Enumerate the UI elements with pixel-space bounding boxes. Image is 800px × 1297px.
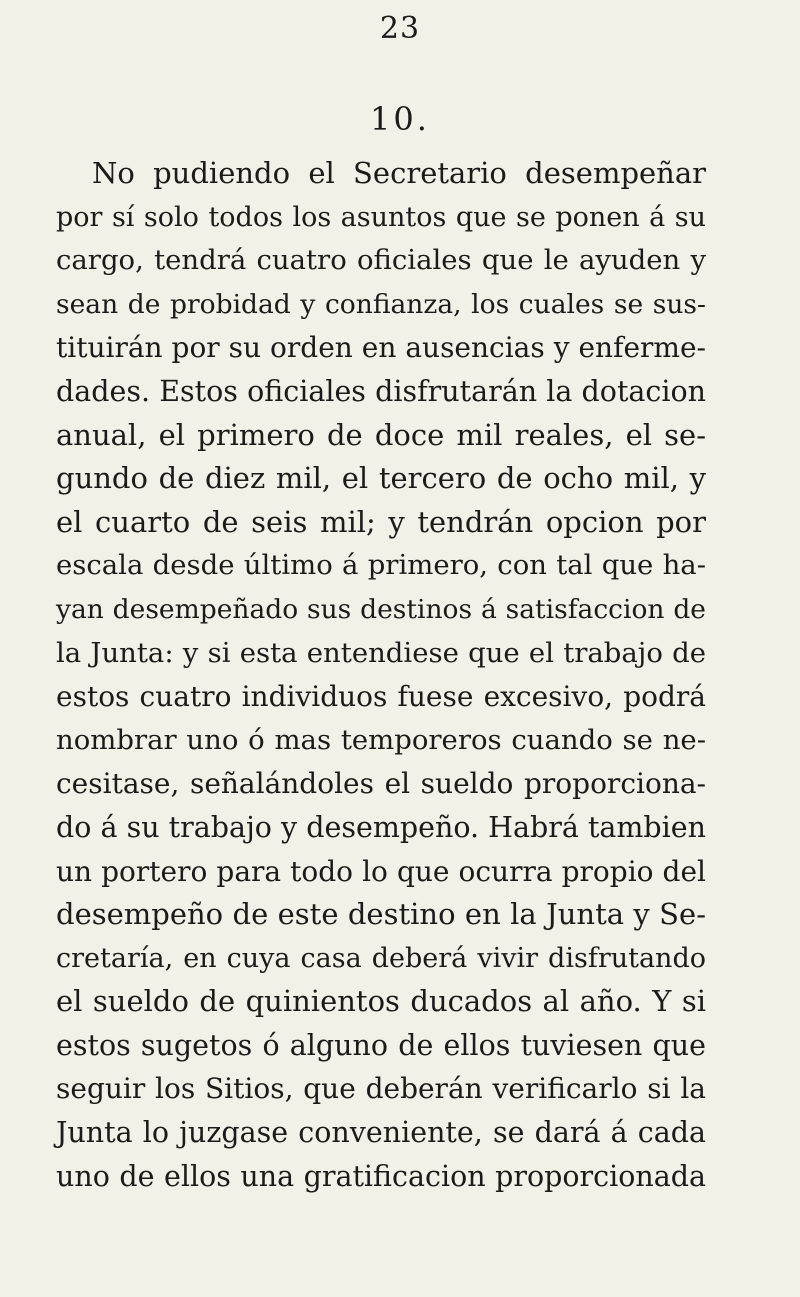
text-line: la Junta: y si esta entendiese que el trabajo de [56, 636, 706, 669]
page-number: 23 [379, 11, 421, 46]
text-line: estos sugetos ó alguno de ellos tuviesen que [56, 1028, 706, 1062]
text-line: Junta lo juzgase conveniente, se dará á cada [56, 1116, 706, 1150]
text-line: sean de probidad y confianza, los cuales se sus- [56, 288, 706, 320]
text-line: cretaría, en cuya casa deberá vivir disfrutando [56, 942, 706, 974]
text-line: yan desempeñado sus destinos á satisfaccion de [56, 593, 706, 625]
text-line: nombrar uno ó mas temporeros cuando se ne- [56, 723, 706, 756]
text-line: do á su trabajo y desempeño. Habrá tambien [56, 810, 706, 844]
text-line: por sí solo todos los asuntos que se ponen á su [56, 201, 706, 233]
text-line: estos cuatro individuos fuese excesivo, podrá [56, 680, 706, 714]
text-line: el cuarto de seis mil; y tendrán opcion por [56, 504, 706, 539]
text-line: No pudiendo el Secretario desempeñar [92, 156, 706, 190]
section-number: 10. [370, 100, 430, 138]
text-line: gundo de diez mil, el tercero de ocho mil, y [56, 461, 706, 496]
text-line: tituirán por su orden en ausencias y enferme- [56, 331, 706, 365]
body-paragraph [56, 152, 706, 1198]
text-line: cargo, tendrá cuatro oficiales que le ayuden y [56, 244, 706, 277]
text-line: el sueldo de quinientos ducados al año. Y si [56, 984, 706, 1019]
text-line: uno de ellos una gratificacion proporcionada [56, 1159, 706, 1193]
text-line: un portero para todo lo que ocurra propio del [56, 854, 706, 888]
text-line: seguir los Sitios, que deberán verificarlo si la [56, 1072, 706, 1106]
text-line: desempeño de este destino en la Junta y Se- [56, 897, 706, 932]
text-line: cesitase, señalándoles el sueldo proporciona- [56, 767, 706, 801]
text-line: escala desde último á primero, con tal que ha- [56, 549, 706, 582]
text-line: dades. Estos oficiales disfrutarán la dotacion [56, 374, 706, 408]
text-line: anual, el primero de doce mil reales, el se- [56, 417, 706, 452]
